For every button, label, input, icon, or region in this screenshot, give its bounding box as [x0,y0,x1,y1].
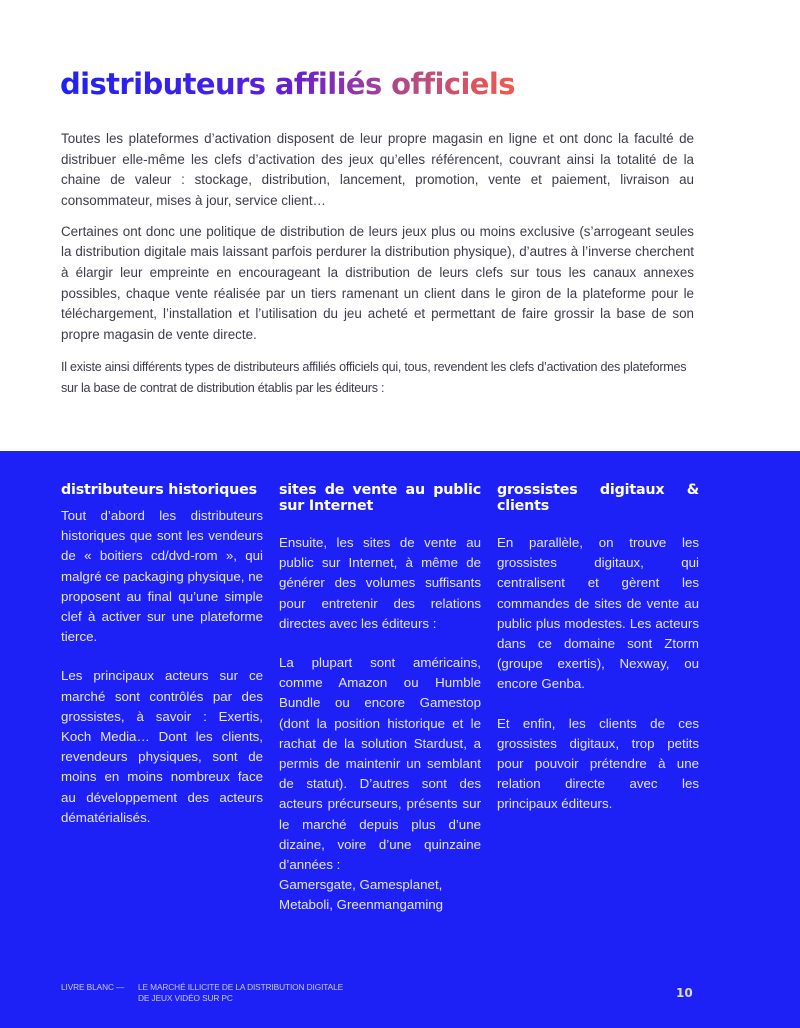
column-paragraph [279,653,481,916]
column-heading: distributeurs historiques [61,482,257,498]
intro-paragraph: Certaines ont donc une politique de distribution de leurs jeux plus ou moins exclusive (s’arrogeant seules la distribution digitale mais laissant parfois perdurer la distribution physique), d’autres à l’inverse cherchent à élargir leur empreinte en encourageant la distribution de leurs clefs sur tous les canaux annexes possibles, chaque vente réalisée par un tiers ramenant un client dans le giron de la plateforme pour le téléchargement, l’installation et l’utilisation du jeu acheté et permettant de faire grossir la base de son propre magasin de vente directe. [61,223,694,342]
footer-document-title [138,982,343,1003]
retailer-list-line: Metaboli, Greenmangaming [279,897,444,913]
page-number: 10 [676,986,693,1000]
footer-title-line: LE MARCHÉ ILLICITE DE LA DISTRIBUTION DIGITALE [138,982,344,992]
footer-label: LIVRE BLANC — [61,982,125,992]
retailer-list-line: Gamersgate, Gamesplanet, [279,877,443,893]
column-historical-distributors [61,482,263,935]
column-paragraph: Et enfin, les clients de ces grossistes digitaux, trop petits pour pouvoir prétendre à une relation directe avec les principaux éditeurs. [497,715,699,812]
column-online-retail-sites [279,482,481,935]
distributor-types-section [0,451,800,1028]
column-paragraph: En parallèle, on trouve les grossistes digitaux, qui centralisent et gèrent les commandes de sites de vente au public plus modestes. Les acteurs dans ce domaine sont Ztorm (groupe exertis), Nexway, ou encore Genba. [497,535,699,692]
page-title: distributeurs affiliés officiels [60,64,515,104]
intro-paragraph: Il existe ainsi différents types de distributeurs affiliés officiels qui, tous, revendent les clefs d’activation des plateformes sur la base de contrat de distribution établis par les éditeurs : [61,360,687,396]
columns [61,482,699,935]
column-heading: grossistes digitaux & clients [497,482,699,514]
footer-title-line: DE JEUX VIDÉO SUR PC [138,992,233,1003]
page-top-section [0,0,800,451]
column-heading: sites de vente au public sur Internet [279,482,481,514]
intro-text [61,129,694,409]
column-paragraph: Les principaux acteurs sur ce marché sont contrôlés par des grossistes, à savoir : Exertis, Koch Media… Dont les clients, revendeurs physiques, sont de moins en moins nombreux face au développement des acteurs dématérialisés. [61,668,263,825]
column-paragraph-text: La plupart sont américains, comme Amazon ou Humble Bundle ou encore Gamestop (dont la position historique et le rachat de la solution Stardust, a permis de maintenir un semblant de statut). D’autres sont des acteurs précurseurs, présents sur le marché depuis plus d’une dizaine, voire d’une quinzaine d’années : [279,655,481,873]
column-paragraph: Ensuite, les sites de vente au public sur Internet, à même de générer des volumes suffisants pour entretenir des relations directes avec les éditeurs : [279,535,481,631]
column-paragraph: Tout d’abord les distributeurs historiques que sont les vendeurs de « boitiers cd/dvd-rom », qui malgré ce packaging physique, ne proposent au final qu’une simple clef à activer sur une plateforme tierce. [61,508,263,645]
intro-paragraph: Toutes les plateformes d’activation disposent de leur propre magasin en ligne et ont donc la faculté de distribuer elle-même les clefs d’activation des jeux qu’elles référencent, couvrant ainsi la totalité de la chaine de valeur : stockage, distribution, lancement, promotion, vente et paiement, livraison au consommateur, mises à jour, service client… [61,131,694,208]
column-digital-wholesalers [497,482,699,935]
